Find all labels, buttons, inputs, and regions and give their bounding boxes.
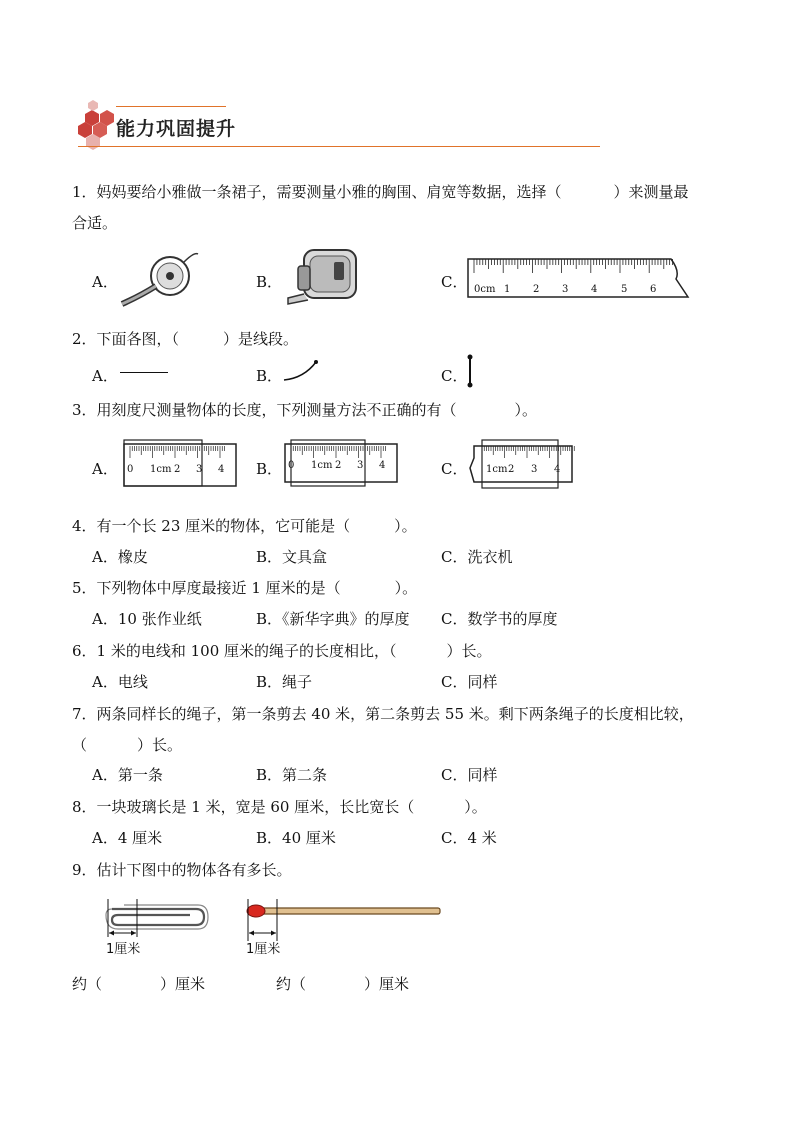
q3a-label-3: 3 (196, 464, 203, 475)
ruler-label-3: 3 (562, 284, 569, 295)
q3a-label-2: 2 (174, 464, 181, 475)
q4-option-b[interactable]: B．文具盒 (256, 548, 328, 566)
q7-option-c[interactable]: C．同样 (441, 766, 498, 784)
question-1 (72, 181, 689, 202)
soft-tape-measure-icon (118, 248, 200, 308)
q2-option-b[interactable]: B． (256, 367, 283, 385)
vertical-segment-shape (464, 354, 476, 388)
section-title: 能力巩固提升 (116, 118, 237, 140)
question-8-stem: 8．一块玻璃长是 1 米，宽是 60 厘米，长比宽长（ (72, 798, 415, 816)
q8-option-a[interactable]: A．4 厘米 (92, 829, 163, 847)
question-2-stem: 2．下面各图，（ (72, 330, 180, 348)
question-7-line2 (72, 734, 182, 755)
measurement-a-figure (122, 438, 240, 494)
paperclip-unit-label: 1厘米 (106, 942, 141, 957)
question-4-stem-tail: ）。 (394, 517, 417, 535)
question-7: 7．两条同样长的绳子，第一条剪去 40 米，第二条剪去 55 米。剩下两条绳子的长度相比较， (72, 705, 694, 723)
q3b-label-2: 2 (335, 460, 342, 471)
ruler-label-4: 4 (591, 284, 598, 295)
q3b-label-0: 0 (288, 460, 295, 471)
measurement-c-figure (468, 438, 576, 494)
q1-option-a[interactable]: A． (92, 273, 118, 291)
question-6-stem: 6．1 米的电线和 100 厘米的绳子的长度相比，（ (72, 642, 397, 660)
measurement-b-figure (283, 438, 401, 494)
question-8 (72, 796, 487, 817)
q6-option-a[interactable]: A．电线 (92, 673, 148, 691)
answer-paperclip (72, 973, 205, 994)
q4-option-c[interactable]: C．洗衣机 (441, 548, 513, 566)
question-3-stem-tail: ）。 (514, 401, 538, 419)
question-1-line2: 合适。 (72, 214, 118, 232)
question-7-line2-tail: ）长。 (137, 736, 183, 754)
q3-option-a[interactable]: A． (92, 460, 118, 478)
q3c-label-3: 3 (531, 464, 538, 475)
ruler-label-1: 1 (504, 284, 511, 295)
question-6 (72, 640, 492, 661)
q1-option-b[interactable]: B． (256, 273, 283, 291)
answer-matchstick-prefix: 约（ (276, 975, 307, 993)
q3b-label-1: 1cm (311, 460, 333, 471)
q3c-label-4: 4 (554, 464, 561, 475)
q3a-label-4: 4 (218, 464, 225, 475)
question-1-stem: 1．妈妈要给小雅做一条裙子，需要测量小雅的胸围、肩宽等数据，选择（ (72, 183, 562, 201)
q3a-label-0: 0 (127, 464, 134, 475)
question-7-line2-open: （ (72, 736, 88, 754)
question-4-stem: 4．有一个长 23 厘米的物体，它可能是（ (72, 517, 351, 535)
q8-option-c[interactable]: C．4 米 (441, 829, 497, 847)
ruler-label-0: 0cm (474, 284, 496, 295)
q2-option-a[interactable]: A． (92, 367, 118, 385)
q1-option-c[interactable]: C． (441, 273, 468, 291)
q3-option-c[interactable]: C． (441, 460, 468, 478)
question-5-stem-tail: ）。 (394, 579, 418, 597)
q3c-label-2: 2 (508, 464, 515, 475)
answer-paperclip-prefix: 约（ (72, 975, 103, 993)
steel-tape-measure-icon (282, 244, 364, 308)
ruler-label-5: 5 (621, 284, 628, 295)
q6-option-c[interactable]: C．同样 (441, 673, 498, 691)
q3b-label-4: 4 (379, 460, 386, 471)
question-9: 9．估计下图中的物体各有多长。 (72, 861, 292, 879)
q3c-label-1: 1cm (486, 464, 508, 475)
ruler-label-2: 2 (533, 284, 540, 295)
q8-option-b[interactable]: B．40 厘米 (256, 829, 336, 847)
q5-option-c[interactable]: C．数学书的厚度 (441, 610, 558, 628)
matchstick-unit-label: 1厘米 (246, 942, 281, 957)
ruler-label-6: 6 (650, 284, 657, 295)
question-5-stem: 5．下列物体中厚度最接近 1 厘米的是（ (72, 579, 341, 597)
q2-option-c[interactable]: C． (441, 367, 468, 385)
q4-option-a[interactable]: A．橡皮 (92, 548, 148, 566)
question-2-stem-tail: ）是线段。 (223, 330, 299, 348)
question-3 (72, 399, 537, 420)
answer-matchstick (276, 973, 409, 994)
section-rule (78, 146, 600, 147)
line-segment-shape (120, 372, 168, 373)
q3b-label-3: 3 (357, 460, 364, 471)
q7-option-a[interactable]: A．第一条 (92, 766, 163, 784)
q3a-label-1: 1cm (150, 464, 172, 475)
answer-matchstick-suffix: ）厘米 (364, 975, 410, 993)
arc-shape (282, 358, 322, 384)
question-2 (72, 328, 298, 349)
question-3-stem: 3．用刻度尺测量物体的长度，下列测量方法不正确的有（ (72, 401, 457, 419)
ruler-icon (466, 257, 690, 301)
question-6-stem-tail: ）长。 (446, 642, 492, 660)
q6-option-b[interactable]: B．绳子 (256, 673, 313, 691)
q5-option-b[interactable]: B．《新华字典》的厚度 (256, 610, 410, 628)
answer-paperclip-suffix: ）厘米 (160, 975, 206, 993)
title-underline-top (116, 106, 226, 107)
question-1-stem-tail: ）来测量最 (613, 183, 689, 201)
question-8-stem-tail: ）。 (464, 798, 487, 816)
question-5 (72, 577, 417, 598)
q7-option-b[interactable]: B．第二条 (256, 766, 328, 784)
hexagon-logo-icon (74, 100, 118, 158)
q5-option-a[interactable]: A．10 张作业纸 (92, 610, 202, 628)
question-4 (72, 515, 417, 536)
q3-option-b[interactable]: B． (256, 460, 283, 478)
